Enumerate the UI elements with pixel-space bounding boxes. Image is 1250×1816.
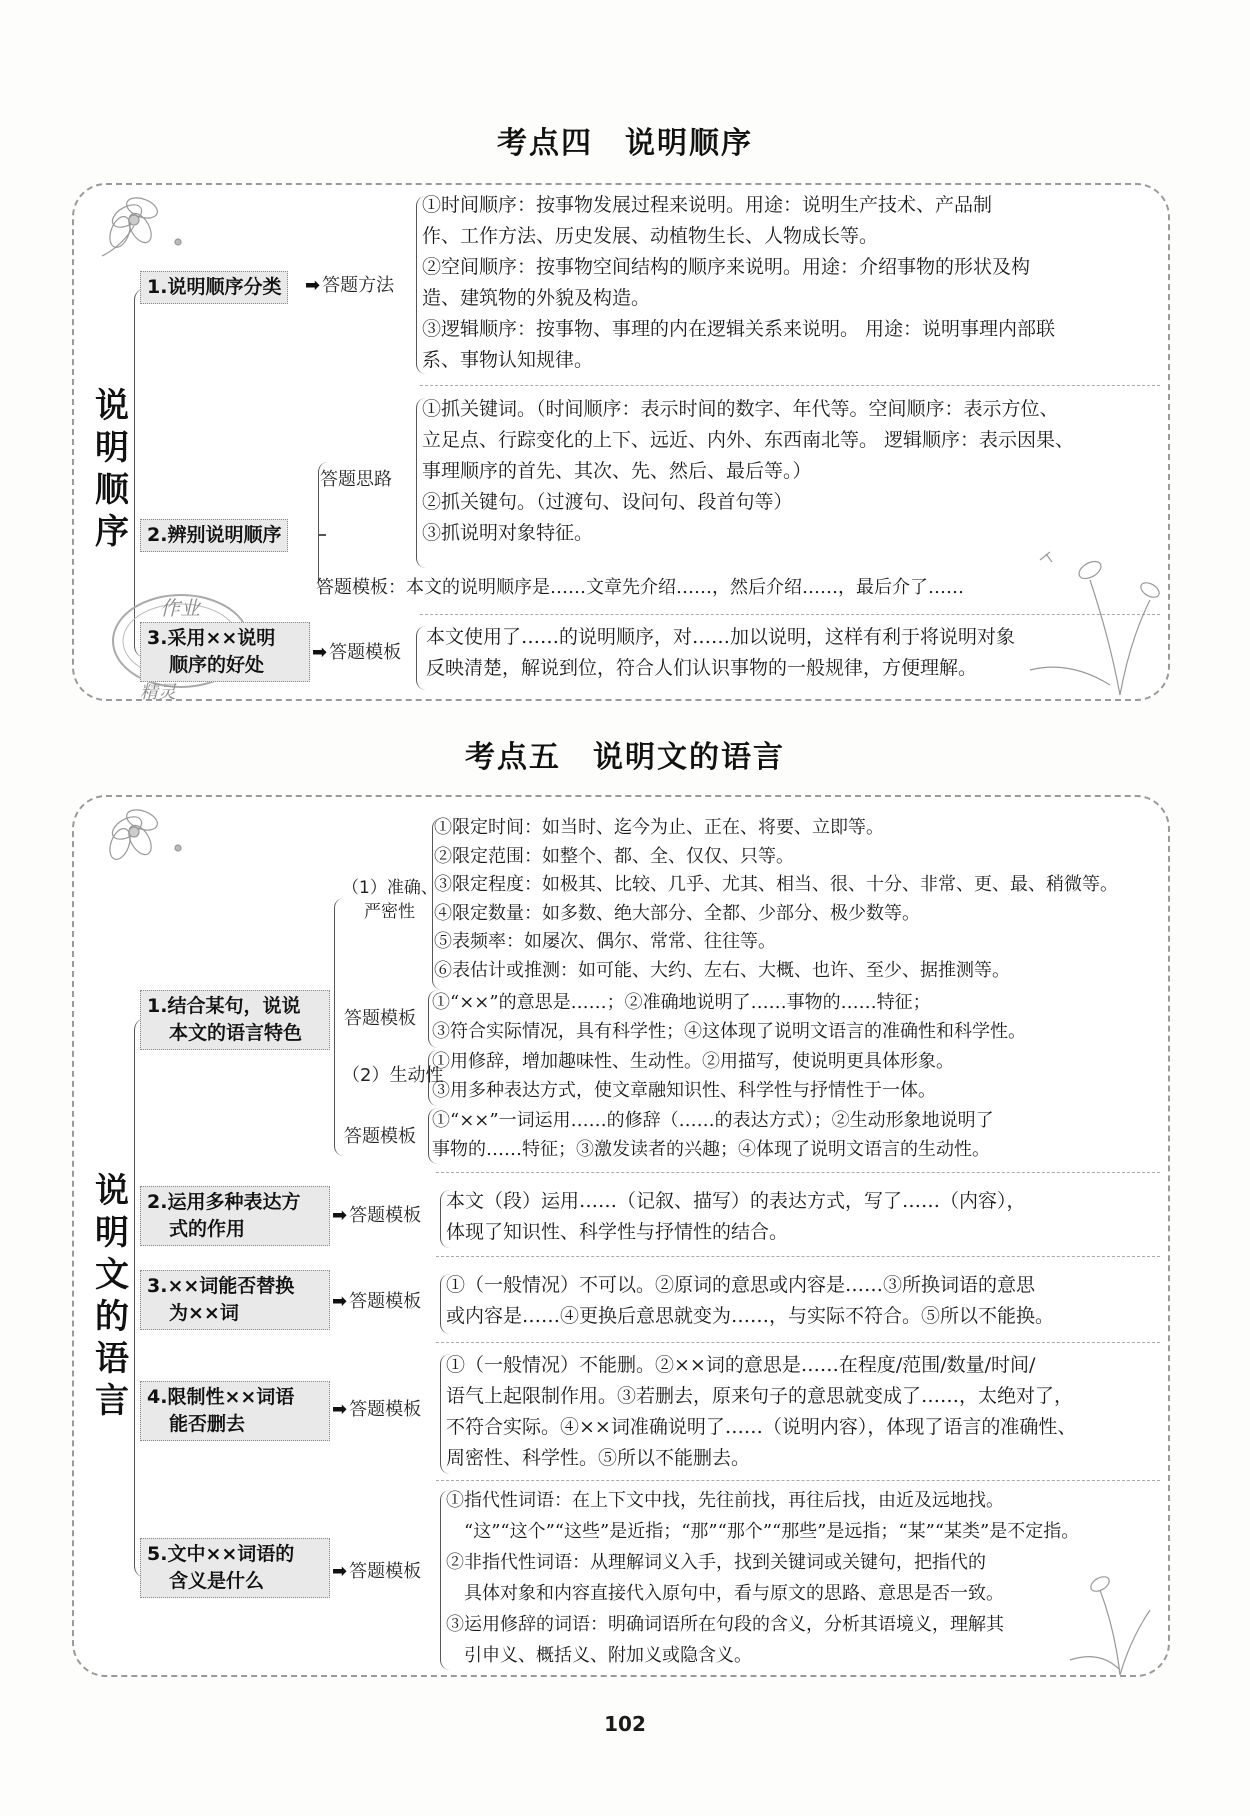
section5-cat5-label: 5.文中××词语的 含义是什么 xyxy=(140,1538,330,1598)
divider xyxy=(436,1172,1160,1173)
section5-cat5-text: ①指代性词语：在上下文中找，先往前找，再往后找，由近及远地找。 “这”“这个”“这些”是近指；“那”“那个”“那些”是远指；“某”“某类”是不定指。 ②非指代性词语：从理解词义入手，找到关键词或关键句，把指代的 具体对象和内容直接代入原句中，看与原文的思路、意思是否一致。 ③运用修辞的词语：明确词语所在句段的含义，分析其语境义，理解其 引申义、概括义、附加义或隐含义。 xyxy=(446,1490,1080,1666)
section5-sub1-label: （1）准确、 严密性 xyxy=(342,878,438,922)
section5-tpl1-text: ①“××”的意思是……；②准确地说明了……事物的……特征； ③符合实际情况，具有科学性；④这体现了说明文语言的准确性和科学性。 xyxy=(432,992,1026,1042)
stamp-text-3: 精灵 xyxy=(140,682,176,703)
page-number: 102 xyxy=(604,1712,646,1736)
section5-side-title: 说 明 文 的 语 言 xyxy=(95,1171,129,1421)
section5-sub2-label: （2）生动性 xyxy=(342,1065,444,1086)
section4-cat1-method: ➡ 答题方法 xyxy=(305,275,395,296)
section5-cat2-label: 2.运用多种表达方 式的作用 xyxy=(140,1186,330,1246)
section5-tpl1-label: 答题模板 xyxy=(344,1008,416,1029)
section5-sub2-text: ①用修辞，增加趣味性、生动性。②用描写，使说明更具体形象。 ③用多种表达方式，使文章融知识性、科学性与抒情性于一体。 xyxy=(432,1051,954,1101)
section4-cat2-text: ①抓关键词。（时间顺序：表示时间的数字、年代等。空间顺序：表示方位、 立足点、行踪变化的上下、远近、内外、东西南北等。 逻辑顺序：表示因果、 事理顺序的首先、其次、先、然后、最后等。） ②抓关键句。（过渡句、设问句、段首句等） ③抓说明对象特征。 xyxy=(422,398,1075,544)
stamp-text-1: 作业 xyxy=(160,596,200,620)
section5-cat1-label: 1.结合某句，说说 本文的语言特色 xyxy=(140,990,330,1050)
section5-cat2-template-label: ➡ 答题模板 xyxy=(332,1205,422,1226)
section5-cat4-template-label: ➡ 答题模板 xyxy=(332,1399,422,1420)
section4-cat3-brace xyxy=(416,626,426,690)
section4-side-title: 说 明 顺 序 xyxy=(95,386,129,552)
section5-cat4-label: 4.限制性××词语 能否删去 xyxy=(140,1381,330,1441)
section4-cat3-template-label: ➡ 答题模板 xyxy=(312,642,402,663)
section5-cat3-template-label: ➡ 答题模板 xyxy=(332,1291,422,1312)
divider xyxy=(436,1480,1160,1481)
arrow-right-icon: ➡ xyxy=(312,642,328,663)
section5-cat3-text: ①（一般情况）不可以。②原词的意思或内容是……③所换词语的意思 或内容是……④更换后意思就变为……，与实际不符合。⑤所以不能换。 xyxy=(446,1274,1055,1327)
flower-decoration-icon xyxy=(82,186,192,266)
section5-cat2-text: 本文（段）运用……（记叙、描写）的表达方式，写了……（内容）， 体现了知识性、科学性与抒情性的结合。 xyxy=(446,1190,1026,1243)
section5-cat3-label: 3.××词能否替换 为××词 xyxy=(140,1270,330,1330)
arrow-right-icon: ➡ xyxy=(332,1291,348,1312)
section5-cat5-template-label: ➡ 答题模板 xyxy=(332,1561,422,1582)
arrow-right-icon: ➡ xyxy=(305,275,321,296)
orchid-decoration-icon xyxy=(1060,1540,1170,1680)
section5-tpl2-text: ①“××”一词运用……的修辞（……的表达方式）；②生动形象地说明了 事物的……特征；③激发读者的兴趣；④体现了说明文语言的生动性。 xyxy=(432,1110,994,1160)
orchid-decoration-icon xyxy=(1010,520,1170,700)
section4-title: 考点四 说明顺序 xyxy=(497,126,753,161)
arrow-right-icon: ➡ xyxy=(332,1399,348,1420)
flower-decoration-icon xyxy=(82,798,192,878)
divider xyxy=(436,1256,1160,1257)
section5-sub1-text: ①限定时间：如当时、迄今为止、正在、将要、立即等。 ②限定范围：如整个、都、全、仅仅、只等。 ③限定程度：如极其、比较、几乎、尤其、相当、很、十分、非常、更、最、稍微等。 ④限定数量：如多数、绝大部分、全都、少部分、极少数等。 ⑤表频率：如屡次、偶尔、常常、往往等。 ⑥表估计或推测：如可能、大约、左右、大概、也许、至少、据推测等。 xyxy=(434,817,1118,981)
divider xyxy=(420,385,1160,386)
section4-cat1-text: ①时间顺序：按事物发展过程来说明。用途：说明生产技术、产品制 作、工作方法、历史发展、动植物生长、人物成长等。 ②空间顺序：按事物空间结构的顺序来说明。用途：介绍事物的形状及构 造、建筑物的外貌及构造。 ③逻辑顺序：按事物、事理的内在逻辑关系来说明。 用途：说明事理内部联 系、事物认知规律。 xyxy=(422,194,1056,371)
section4-cat1-label: 1.说明顺序分类 xyxy=(140,271,288,304)
section4-cat3-text: 本文使用了……的说明顺序，对……加以说明，这样有利于将说明对象 反映清楚，解说到位，符合人们认识事物的一般规律，方便理解。 xyxy=(426,626,1016,679)
arrow-right-icon: ➡ xyxy=(332,1205,348,1226)
section4-cat3-label: 3.采用××说明 顺序的好处 xyxy=(140,622,310,682)
section5-title: 考点五 说明文的语言 xyxy=(465,740,785,775)
section5-cat1-brace xyxy=(334,898,344,1156)
arrow-right-icon: ➡ xyxy=(332,1561,348,1582)
divider xyxy=(436,1342,1160,1343)
section4-cat2-idea: 答题思路 xyxy=(320,469,392,490)
section5-tpl2-label: 答题模板 xyxy=(344,1126,416,1147)
section4-cat2-label: 2.辨别说明顺序 xyxy=(140,519,288,552)
section5-cat4-text: ①（一般情况）不能删。②××词的意思是……在程度/范围/数量/时间/ 语气上起限制作用。③若删去，原来句子的意思就变成了……，太绝对了， 不符合实际。④××词准确说明了……（说明内容），体现了语言的准确性、 周密性、科学性。⑤所以不能删去。 xyxy=(446,1354,1077,1469)
section4-cat2-template: 答题模板：本文的说明顺序是……文章先介绍……，然后介绍……，最后介了…… xyxy=(316,577,964,598)
